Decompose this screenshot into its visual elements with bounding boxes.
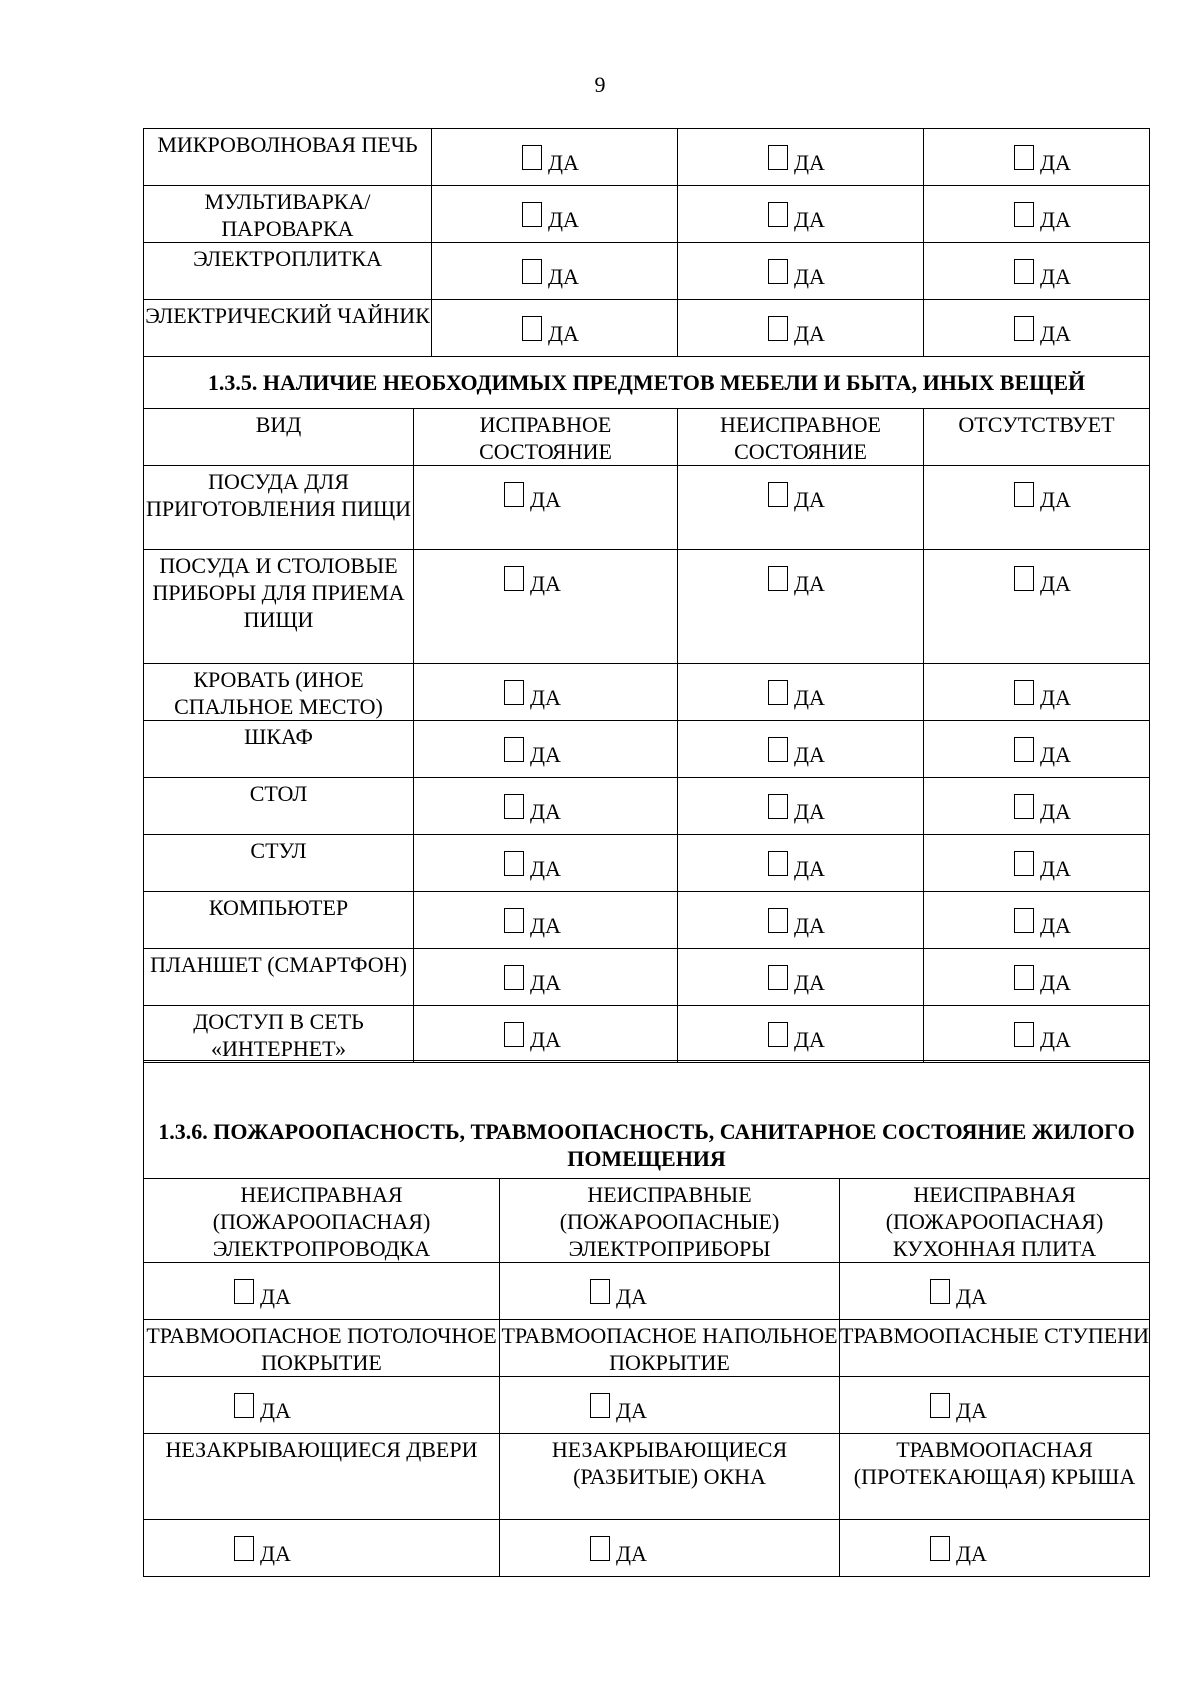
checkbox-label: ДА bbox=[548, 321, 579, 346]
checkbox-label: ДА bbox=[260, 1398, 291, 1423]
checkbox-icon[interactable] bbox=[1014, 145, 1034, 170]
checkbox-icon[interactable] bbox=[234, 1279, 254, 1304]
checkbox-yes[interactable] bbox=[1014, 1022, 1071, 1052]
checkbox-label: ДА bbox=[1040, 150, 1071, 175]
checkbox-icon[interactable] bbox=[522, 145, 542, 170]
checkbox-icon[interactable] bbox=[1014, 908, 1034, 933]
checkbox-yes[interactable] bbox=[1014, 851, 1071, 881]
checkbox-icon[interactable] bbox=[1014, 482, 1034, 507]
checkbox-icon[interactable] bbox=[1014, 851, 1034, 876]
checkbox-icon[interactable] bbox=[504, 965, 524, 990]
checkbox-label: ДА bbox=[1040, 856, 1071, 881]
checkbox-icon[interactable] bbox=[522, 202, 542, 227]
checkbox-label: ДА bbox=[1040, 321, 1071, 346]
checkbox-label: ДА bbox=[1040, 487, 1071, 512]
item-name: ЭЛЕКТРИЧЕСКИЙ ЧАЙНИК bbox=[144, 300, 432, 357]
checkbox-label: ДА bbox=[616, 1284, 647, 1309]
checkbox-icon[interactable] bbox=[1014, 316, 1034, 341]
item-name: СТУЛ bbox=[144, 835, 414, 892]
checkbox-yes[interactable] bbox=[1014, 316, 1071, 346]
checkbox-icon[interactable] bbox=[504, 680, 524, 705]
hazard-label: НЕЗАКРЫВАЮЩИЕСЯ ДВЕРИ bbox=[144, 1434, 500, 1520]
table-row bbox=[144, 550, 1150, 664]
checkbox-icon[interactable] bbox=[504, 908, 524, 933]
checkbox-icon[interactable] bbox=[768, 737, 788, 762]
table-row bbox=[144, 129, 1150, 186]
checkbox-label: ДА bbox=[530, 487, 561, 512]
checkbox-icon[interactable] bbox=[768, 794, 788, 819]
hazard-label: НЕИСПРАВНАЯ (ПОЖАРООПАСНАЯ) КУХОННАЯ ПЛИТА bbox=[840, 1179, 1150, 1263]
checkbox-label: ДА bbox=[794, 487, 825, 512]
item-name: ПОСУДА И СТОЛОВЫЕ ПРИБОРЫ ДЛЯ ПРИЕМА ПИЩИ bbox=[144, 550, 414, 664]
checkbox-label: ДА bbox=[530, 571, 561, 596]
checkbox-icon[interactable] bbox=[1014, 202, 1034, 227]
checkbox-yes[interactable] bbox=[234, 1279, 291, 1309]
checkbox-label: ДА bbox=[956, 1541, 987, 1566]
checkbox-yes[interactable] bbox=[1014, 965, 1071, 995]
checkbox-label: ДА bbox=[1040, 571, 1071, 596]
table-row bbox=[144, 186, 1150, 243]
checkbox-yes[interactable] bbox=[768, 202, 825, 232]
checkbox-yes[interactable] bbox=[1014, 202, 1071, 232]
header-row bbox=[144, 1434, 1150, 1520]
checkbox-yes[interactable] bbox=[1014, 482, 1071, 512]
checkbox-label: ДА bbox=[794, 856, 825, 881]
checkbox-icon[interactable] bbox=[1014, 566, 1034, 591]
header-row bbox=[144, 409, 1150, 466]
checkbox-icon[interactable] bbox=[1014, 965, 1034, 990]
table-row bbox=[144, 243, 1150, 300]
checkbox-icon[interactable] bbox=[768, 259, 788, 284]
checkbox-label: ДА bbox=[794, 685, 825, 710]
item-name: ШКАФ bbox=[144, 721, 414, 778]
checkbox-icon[interactable] bbox=[504, 566, 524, 591]
checkbox-label: ДА bbox=[956, 1398, 987, 1423]
table-row bbox=[144, 466, 1150, 550]
checkbox-label: ДА bbox=[260, 1541, 291, 1566]
hazard-label: ТРАВМООПАСНАЯ (ПРОТЕКАЮЩАЯ) КРЫША bbox=[840, 1434, 1150, 1520]
checkbox-yes[interactable] bbox=[768, 794, 825, 824]
checkbox-icon[interactable] bbox=[930, 1393, 950, 1418]
checkbox-yes[interactable] bbox=[930, 1536, 987, 1566]
checkbox-yes[interactable] bbox=[768, 680, 825, 710]
checkbox-yes[interactable] bbox=[504, 482, 561, 512]
checkbox-icon[interactable] bbox=[1014, 737, 1034, 762]
checkbox-icon[interactable] bbox=[1014, 794, 1034, 819]
checkbox-yes[interactable] bbox=[768, 566, 825, 596]
page-number: 9 bbox=[594, 72, 606, 97]
checkbox-yes[interactable] bbox=[768, 851, 825, 881]
table-row bbox=[144, 892, 1150, 949]
section-title-135: 1.3.5. НАЛИЧИЕ НЕОБХОДИМЫХ ПРЕДМЕТОВ МЕБЕЛИ И БЫТА, ИНЫХ ВЕЩЕЙ bbox=[144, 357, 1150, 409]
checkbox-icon[interactable] bbox=[522, 316, 542, 341]
checkbox-label: ДА bbox=[1040, 207, 1071, 232]
checkbox-label: ДА bbox=[1040, 742, 1071, 767]
checkbox-label: ДА bbox=[260, 1284, 291, 1309]
checkbox-label: ДА bbox=[794, 742, 825, 767]
table-row bbox=[144, 835, 1150, 892]
checkbox-icon[interactable] bbox=[1014, 1022, 1034, 1047]
checkbox-yes[interactable] bbox=[590, 1536, 647, 1566]
table-row bbox=[144, 721, 1150, 778]
checkbox-icon[interactable] bbox=[590, 1279, 610, 1304]
column-header: ВИД bbox=[144, 409, 414, 466]
column-header: ОТСУТСТВУЕТ bbox=[924, 409, 1150, 466]
item-name: КОМПЬЮТЕР bbox=[144, 892, 414, 949]
checkbox-yes[interactable] bbox=[1014, 794, 1071, 824]
checkbox-label: ДА bbox=[794, 913, 825, 938]
checkbox-yes[interactable] bbox=[504, 794, 561, 824]
checkbox-label: ДА bbox=[956, 1284, 987, 1309]
checkbox-icon[interactable] bbox=[522, 259, 542, 284]
appliances-table bbox=[143, 128, 1150, 357]
item-name: МУЛЬТИВАРКА/ ПАРОВАРКА bbox=[144, 186, 432, 243]
checkbox-icon[interactable] bbox=[768, 908, 788, 933]
table-row bbox=[144, 778, 1150, 835]
checkbox-yes[interactable] bbox=[590, 1393, 647, 1423]
checkbox-label: ДА bbox=[530, 913, 561, 938]
checkbox-icon[interactable] bbox=[504, 482, 524, 507]
checkbox-label: ДА bbox=[616, 1541, 647, 1566]
checkbox-row bbox=[144, 1520, 1150, 1577]
checkbox-icon[interactable] bbox=[504, 794, 524, 819]
checkbox-label: ДА bbox=[530, 685, 561, 710]
checkbox-icon[interactable] bbox=[768, 965, 788, 990]
checkbox-icon[interactable] bbox=[930, 1279, 950, 1304]
furniture-table bbox=[143, 356, 1150, 1063]
checkbox-yes[interactable] bbox=[1014, 145, 1071, 175]
checkbox-yes[interactable] bbox=[504, 680, 561, 710]
checkbox-label: ДА bbox=[794, 1027, 825, 1052]
hazard-label: ТРАВМООПАСНОЕ НАПОЛЬНОЕ ПОКРЫТИЕ bbox=[500, 1320, 840, 1377]
checkbox-icon[interactable] bbox=[768, 316, 788, 341]
item-name: МИКРОВОЛНОВАЯ ПЕЧЬ bbox=[144, 129, 432, 186]
checkbox-yes[interactable] bbox=[504, 965, 561, 995]
checkbox-icon[interactable] bbox=[590, 1393, 610, 1418]
checkbox-yes[interactable] bbox=[768, 482, 825, 512]
checkbox-label: ДА bbox=[794, 150, 825, 175]
checkbox-yes[interactable] bbox=[768, 737, 825, 767]
checkbox-yes[interactable] bbox=[1014, 680, 1071, 710]
checkbox-row bbox=[144, 1377, 1150, 1434]
checkbox-icon[interactable] bbox=[768, 202, 788, 227]
checkbox-yes[interactable] bbox=[522, 145, 579, 175]
checkbox-label: ДА bbox=[548, 264, 579, 289]
checkbox-yes[interactable] bbox=[1014, 737, 1071, 767]
section-row bbox=[144, 1061, 1150, 1179]
checkbox-label: ДА bbox=[794, 970, 825, 995]
checkbox-yes[interactable] bbox=[768, 908, 825, 938]
checkbox-yes[interactable] bbox=[1014, 908, 1071, 938]
hazard-label: ТРАВМООПАСНОЕ ПОТОЛОЧНОЕ ПОКРЫТИЕ bbox=[144, 1320, 500, 1377]
checkbox-label: ДА bbox=[548, 150, 579, 175]
item-name: ПОСУДА ДЛЯ ПРИГОТОВЛЕНИЯ ПИЩИ bbox=[144, 466, 414, 550]
checkbox-yes[interactable] bbox=[504, 851, 561, 881]
checkbox-label: ДА bbox=[530, 1027, 561, 1052]
checkbox-label: ДА bbox=[1040, 799, 1071, 824]
header-row bbox=[144, 1179, 1150, 1263]
section-row bbox=[144, 357, 1150, 409]
item-name: ЭЛЕКТРОПЛИТКА bbox=[144, 243, 432, 300]
checkbox-yes[interactable] bbox=[1014, 259, 1071, 289]
hazard-label: ТРАВМООПАСНЫЕ СТУПЕНИ bbox=[840, 1320, 1150, 1377]
table-row bbox=[144, 664, 1150, 721]
checkbox-row bbox=[144, 1263, 1150, 1320]
checkbox-yes[interactable] bbox=[930, 1279, 987, 1309]
hazard-label: НЕИСПРАВНАЯ (ПОЖАРООПАСНАЯ) ЭЛЕКТРОПРОВОДКА bbox=[144, 1179, 500, 1263]
header-row bbox=[144, 1320, 1150, 1377]
checkbox-icon[interactable] bbox=[1014, 680, 1034, 705]
checkbox-icon[interactable] bbox=[768, 851, 788, 876]
checkbox-yes[interactable] bbox=[768, 145, 825, 175]
checkbox-label: ДА bbox=[1040, 264, 1071, 289]
item-name: ПЛАНШЕТ (СМАРТФОН) bbox=[144, 949, 414, 1006]
hazards-table bbox=[143, 1060, 1150, 1577]
checkbox-label: ДА bbox=[794, 207, 825, 232]
checkbox-icon[interactable] bbox=[768, 145, 788, 170]
checkbox-label: ДА bbox=[794, 264, 825, 289]
checkbox-label: ДА bbox=[1040, 685, 1071, 710]
checkbox-label: ДА bbox=[1040, 1027, 1071, 1052]
checkbox-yes[interactable] bbox=[768, 316, 825, 346]
checkbox-yes[interactable] bbox=[234, 1536, 291, 1566]
checkbox-label: ДА bbox=[530, 742, 561, 767]
checkbox-label: ДА bbox=[1040, 913, 1071, 938]
checkbox-yes[interactable] bbox=[768, 965, 825, 995]
hazard-label: НЕЗАКРЫВАЮЩИЕСЯ (РАЗБИТЫЕ) ОКНА bbox=[500, 1434, 840, 1520]
item-name: ДОСТУП В СЕТЬ «ИНТЕРНЕТ» bbox=[144, 1006, 414, 1063]
checkbox-label: ДА bbox=[616, 1398, 647, 1423]
checkbox-yes[interactable] bbox=[1014, 566, 1071, 596]
checkbox-yes[interactable] bbox=[522, 202, 579, 232]
checkbox-icon[interactable] bbox=[1014, 259, 1034, 284]
section-title-136: 1.3.6. ПОЖАРООПАСНОСТЬ, ТРАВМООПАСНОСТЬ, САНИТАРНОЕ СОСТОЯНИЕ ЖИЛОГО ПОМЕЩЕНИЯ bbox=[144, 1061, 1150, 1179]
checkbox-icon[interactable] bbox=[234, 1393, 254, 1418]
checkbox-yes[interactable] bbox=[504, 1022, 561, 1052]
checkbox-icon[interactable] bbox=[768, 482, 788, 507]
table-row bbox=[144, 1006, 1150, 1063]
column-header: ИСПРАВНОЕ СОСТОЯНИЕ bbox=[414, 409, 678, 466]
item-name: КРОВАТЬ (ИНОЕ СПАЛЬНОЕ МЕСТО) bbox=[144, 664, 414, 721]
checkbox-label: ДА bbox=[530, 799, 561, 824]
checkbox-label: ДА bbox=[548, 207, 579, 232]
checkbox-yes[interactable] bbox=[768, 1022, 825, 1052]
checkbox-icon[interactable] bbox=[504, 737, 524, 762]
checkbox-yes[interactable] bbox=[234, 1393, 291, 1423]
checkbox-icon[interactable] bbox=[768, 1022, 788, 1047]
hazard-label: НЕИСПРАВНЫЕ (ПОЖАРООПАСНЫЕ) ЭЛЕКТРОПРИБОРЫ bbox=[500, 1179, 840, 1263]
checkbox-icon[interactable] bbox=[234, 1536, 254, 1561]
checkbox-label: ДА bbox=[1040, 970, 1071, 995]
checkbox-yes[interactable] bbox=[930, 1393, 987, 1423]
checkbox-label: ДА bbox=[530, 856, 561, 881]
checkbox-yes[interactable] bbox=[768, 259, 825, 289]
checkbox-label: ДА bbox=[530, 970, 561, 995]
checkbox-yes[interactable] bbox=[504, 908, 561, 938]
checkbox-label: ДА bbox=[794, 799, 825, 824]
table-row bbox=[144, 300, 1150, 357]
checkbox-icon[interactable] bbox=[590, 1536, 610, 1561]
checkbox-label: ДА bbox=[794, 571, 825, 596]
item-name: СТОЛ bbox=[144, 778, 414, 835]
checkbox-yes[interactable] bbox=[590, 1279, 647, 1309]
column-header: НЕИСПРАВНОЕ СОСТОЯНИЕ bbox=[678, 409, 924, 466]
checkbox-yes[interactable] bbox=[504, 566, 561, 596]
checkbox-yes[interactable] bbox=[504, 737, 561, 767]
checkbox-yes[interactable] bbox=[522, 316, 579, 346]
checkbox-icon[interactable] bbox=[768, 566, 788, 591]
table-row bbox=[144, 949, 1150, 1006]
checkbox-icon[interactable] bbox=[768, 680, 788, 705]
checkbox-icon[interactable] bbox=[930, 1536, 950, 1561]
checkbox-icon[interactable] bbox=[504, 851, 524, 876]
checkbox-label: ДА bbox=[794, 321, 825, 346]
checkbox-icon[interactable] bbox=[504, 1022, 524, 1047]
checkbox-yes[interactable] bbox=[522, 259, 579, 289]
